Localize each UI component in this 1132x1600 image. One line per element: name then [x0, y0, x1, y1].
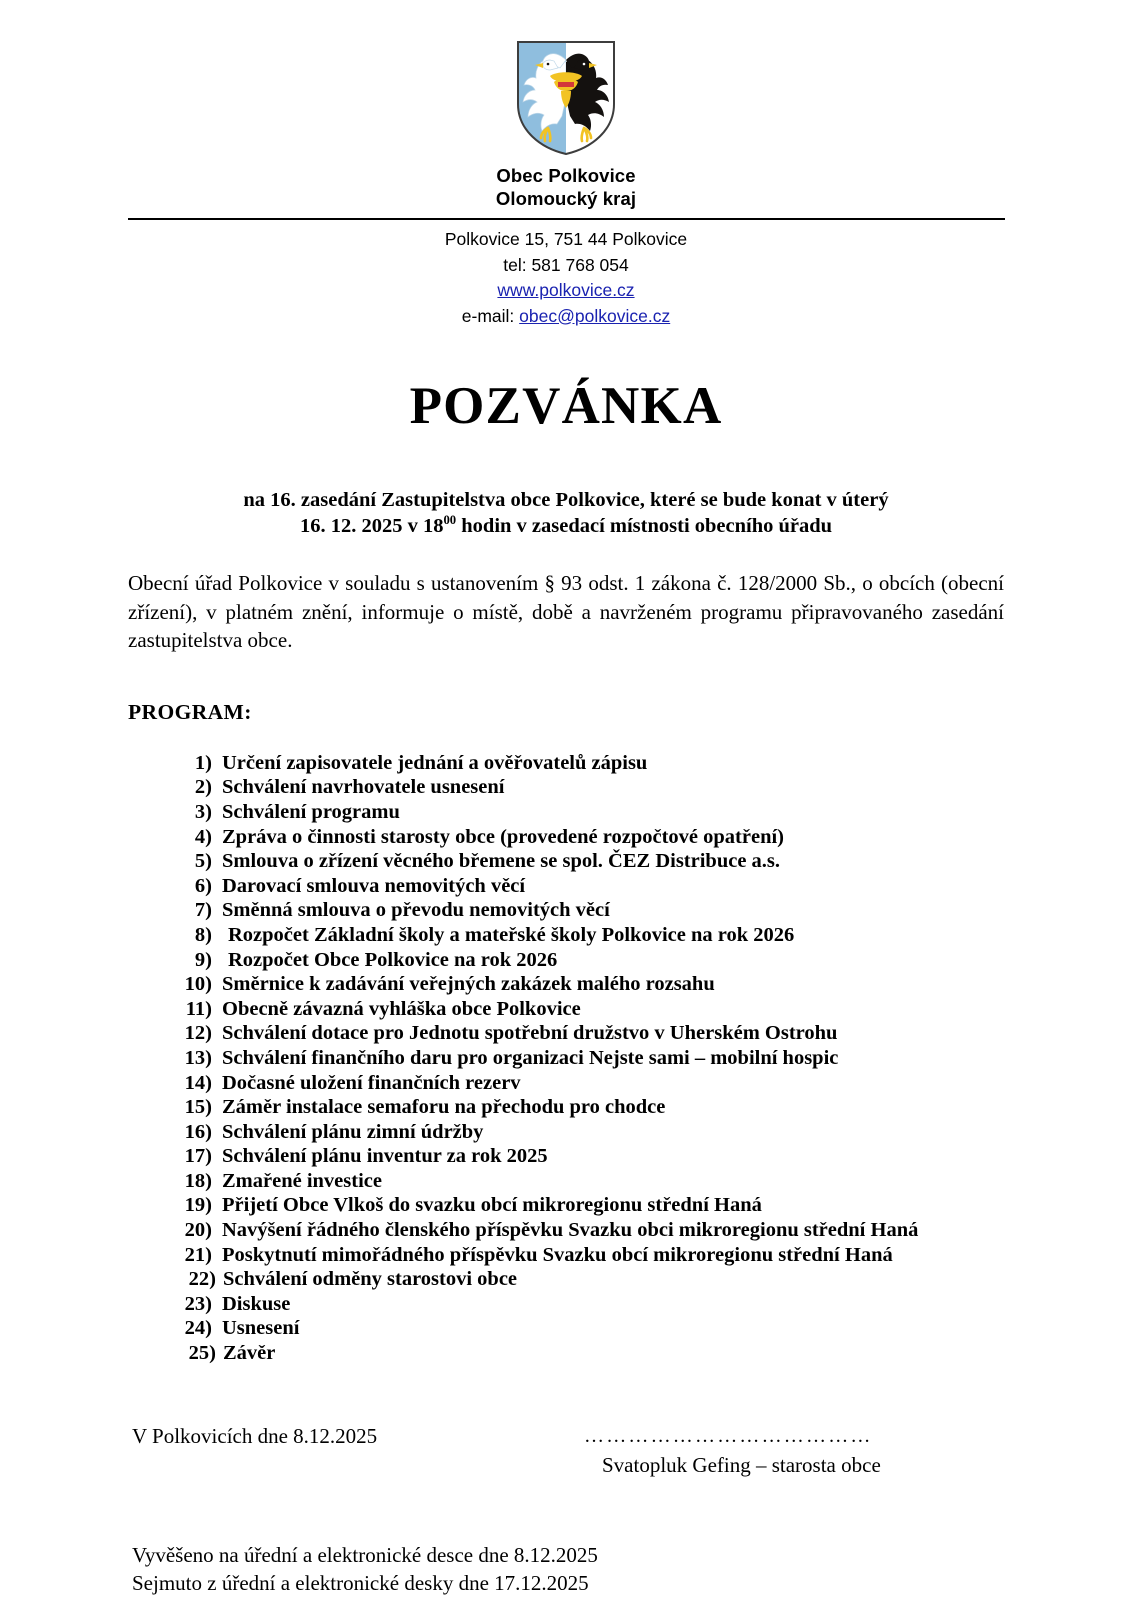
intro-paragraph: Obecní úřad Polkovice v souladu s ustanovením § 93 odst. 1 zákona č. 128/2000 Sb., o obcích (obecní zřízení), v platném znění, informuje o místě, době a navrženém programu připravovaného zasedání zastupitelstva obce. [128, 571, 1004, 653]
program-item [0, 1341, 1132, 1366]
subtitle-line-2 [0, 513, 1132, 539]
program-item-label: Schválení odměny starostovi obce [223, 1268, 518, 1291]
program-item-label: Zmařené investice [222, 1169, 382, 1192]
program-item [0, 1218, 1132, 1243]
program-item-label: Diskuse [222, 1292, 291, 1315]
program-item [0, 1193, 1132, 1218]
program-item-number: 5) [194, 850, 212, 873]
program-item [0, 997, 1132, 1022]
program-item-label: Darovací smlouva nemovitých věcí [222, 874, 526, 897]
email-link[interactable]: obec@polkovice.cz [519, 305, 671, 326]
subtitle-line-1: na 16. zasedání Zastupitelstva obce Polkovice, které se bude konat v úterý [243, 489, 889, 512]
program-item-number: 13) [184, 1046, 212, 1069]
program-item-number: 15) [184, 1096, 212, 1119]
document-subtitle [0, 487, 1132, 539]
program-item-label: Schválení programu [222, 800, 400, 823]
program-item [0, 923, 1132, 948]
program-item-number: 17) [184, 1145, 212, 1168]
email-label: e-mail: [461, 305, 520, 326]
program-item-label: Závěr [223, 1342, 276, 1365]
program-item-number: 2) [194, 776, 212, 799]
program-item [0, 825, 1132, 850]
program-item-label: Směnná smlouva o převodu nemovitých věcí [222, 899, 610, 922]
program-item [0, 972, 1132, 997]
program-item-number: 23) [184, 1292, 212, 1315]
program-item [0, 1021, 1132, 1046]
place-and-date: V Polkovicích dne 8.12.2025 [132, 1423, 378, 1448]
program-item-label: Obecně závazná vyhláška obce Polkovice [222, 997, 581, 1020]
page-title: POZVÁNKA [409, 377, 723, 435]
program-item-label: Usnesení [222, 1317, 300, 1340]
program-item-number: 12) [184, 1022, 212, 1045]
program-item [0, 775, 1132, 800]
program-item-number: 21) [184, 1243, 212, 1266]
program-item-number: 19) [184, 1194, 212, 1217]
org-name-line1: Obec Polkovice [496, 165, 636, 186]
program-item [0, 874, 1132, 899]
signature-line: ………………………………… [584, 1424, 873, 1447]
program-item [0, 751, 1132, 776]
contact-email-row [0, 304, 1132, 330]
program-item-label: Schválení finančního daru pro organizaci Nejste sami – mobilní hospic [222, 1046, 839, 1069]
program-item [0, 898, 1132, 923]
program-item-number: 24) [184, 1317, 212, 1340]
program-item [0, 1144, 1132, 1169]
signature-row [0, 1423, 1132, 1479]
program-item-number: 6) [194, 874, 212, 897]
program-item-number: 10) [184, 973, 212, 996]
program-item-label: Smlouva o zřízení věcného břemene se spol. ČEZ Distribuce a.s. [222, 850, 781, 873]
program-item-number: 4) [194, 825, 212, 848]
program-item-label: Záměr instalace semaforu na přechodu pro chodce [222, 1096, 666, 1119]
program-item [0, 1316, 1132, 1341]
program-item-number: 22) [188, 1268, 216, 1291]
program-item [0, 1120, 1132, 1145]
program-item-label: Rozpočet Obce Polkovice na rok 2026 [228, 948, 558, 971]
website-link[interactable]: www.polkovice.cz [497, 280, 635, 300]
program-item-label: Poskytnutí mimořádného příspěvku Svazku obcí mikroregionu střední Haná [222, 1243, 893, 1266]
program-item-label: Rozpočet Základní školy a mateřské školy Polkovice na rok 2026 [228, 923, 795, 946]
program-item-label: Schválení navrhovatele usnesení [222, 776, 505, 799]
signature-block [572, 1423, 1004, 1479]
program-item-label: Navýšení řádného členského příspěvku Svazku obci mikroregionu střední Haná [222, 1219, 919, 1242]
program-item-number: 14) [184, 1071, 212, 1094]
program-list [0, 751, 1132, 1366]
program-item-number: 16) [184, 1120, 212, 1143]
program-item-number: 8) [194, 923, 212, 946]
subtitle-time-after: hodin v zasedací místnosti obecního úřadu [456, 515, 833, 538]
program-item-label: Schválení dotace pro Jednotu spotřební družstvo v Uherském Ostrohu [222, 1022, 838, 1045]
program-item-label: Schválení plánu zimní údržby [222, 1120, 484, 1143]
program-item-label: Dočasné uložení finančních rezerv [222, 1071, 521, 1094]
header-divider [128, 218, 1005, 220]
program-item-number: 18) [184, 1169, 212, 1192]
program-item [0, 849, 1132, 874]
crest-container [0, 38, 1132, 158]
program-item-label: Zpráva o činnosti starosty obce (provedené rozpočtové opatření) [222, 825, 784, 848]
document-header [0, 0, 1132, 329]
subtitle-time-superscript: 00 [443, 513, 457, 528]
program-item [0, 1046, 1132, 1071]
program-item [0, 1292, 1132, 1317]
program-item-number: 3) [194, 800, 212, 823]
program-item-number: 1) [194, 751, 212, 774]
contact-block [0, 227, 1132, 329]
program-item [0, 1071, 1132, 1096]
program-item [0, 1095, 1132, 1120]
program-item [0, 800, 1132, 825]
removed-date-line: Sejmuto z úřední a elektronické desky dne 17.12.2025 [132, 1570, 589, 1595]
program-item-number: 25) [188, 1342, 216, 1365]
organization-name [0, 164, 1132, 210]
contact-address: Polkovice 15, 751 44 Polkovice [444, 229, 688, 249]
subtitle-time-before: 16. 12. 2025 v 18 [299, 515, 444, 538]
posting-footer [132, 1541, 1132, 1597]
org-name-line2: Olomoucký kraj [495, 188, 637, 209]
signatory-name: Svatopluk Gefing – starosta obce [602, 1452, 881, 1477]
posted-date-line: Vyvěšeno na úřední a elektronické desce dne 8.12.2025 [132, 1542, 598, 1567]
program-item-number: 9) [194, 948, 212, 971]
program-item [0, 1243, 1132, 1268]
program-item-label: Přijetí Obce Vlkoš do svazku obcí mikroregionu střední Haná [222, 1194, 762, 1217]
contact-website-row [0, 278, 1132, 304]
program-item-label: Určení zapisovatele jednání a ověřovatelů zápisu [222, 751, 648, 774]
coat-of-arms-icon [510, 38, 622, 158]
program-item [0, 1169, 1132, 1194]
program-item [0, 1267, 1132, 1292]
program-item-number: 20) [184, 1219, 212, 1242]
program-item [0, 948, 1132, 973]
program-item-label: Směrnice k zadávání veřejných zakázek malého rozsahu [222, 973, 715, 996]
program-item-number: 7) [194, 899, 212, 922]
program-item-number: 11) [185, 997, 212, 1020]
program-heading: PROGRAM: [128, 699, 252, 724]
contact-phone: tel: 581 768 054 [503, 254, 629, 275]
program-item-label: Schválení plánu inventur za rok 2025 [222, 1145, 548, 1168]
